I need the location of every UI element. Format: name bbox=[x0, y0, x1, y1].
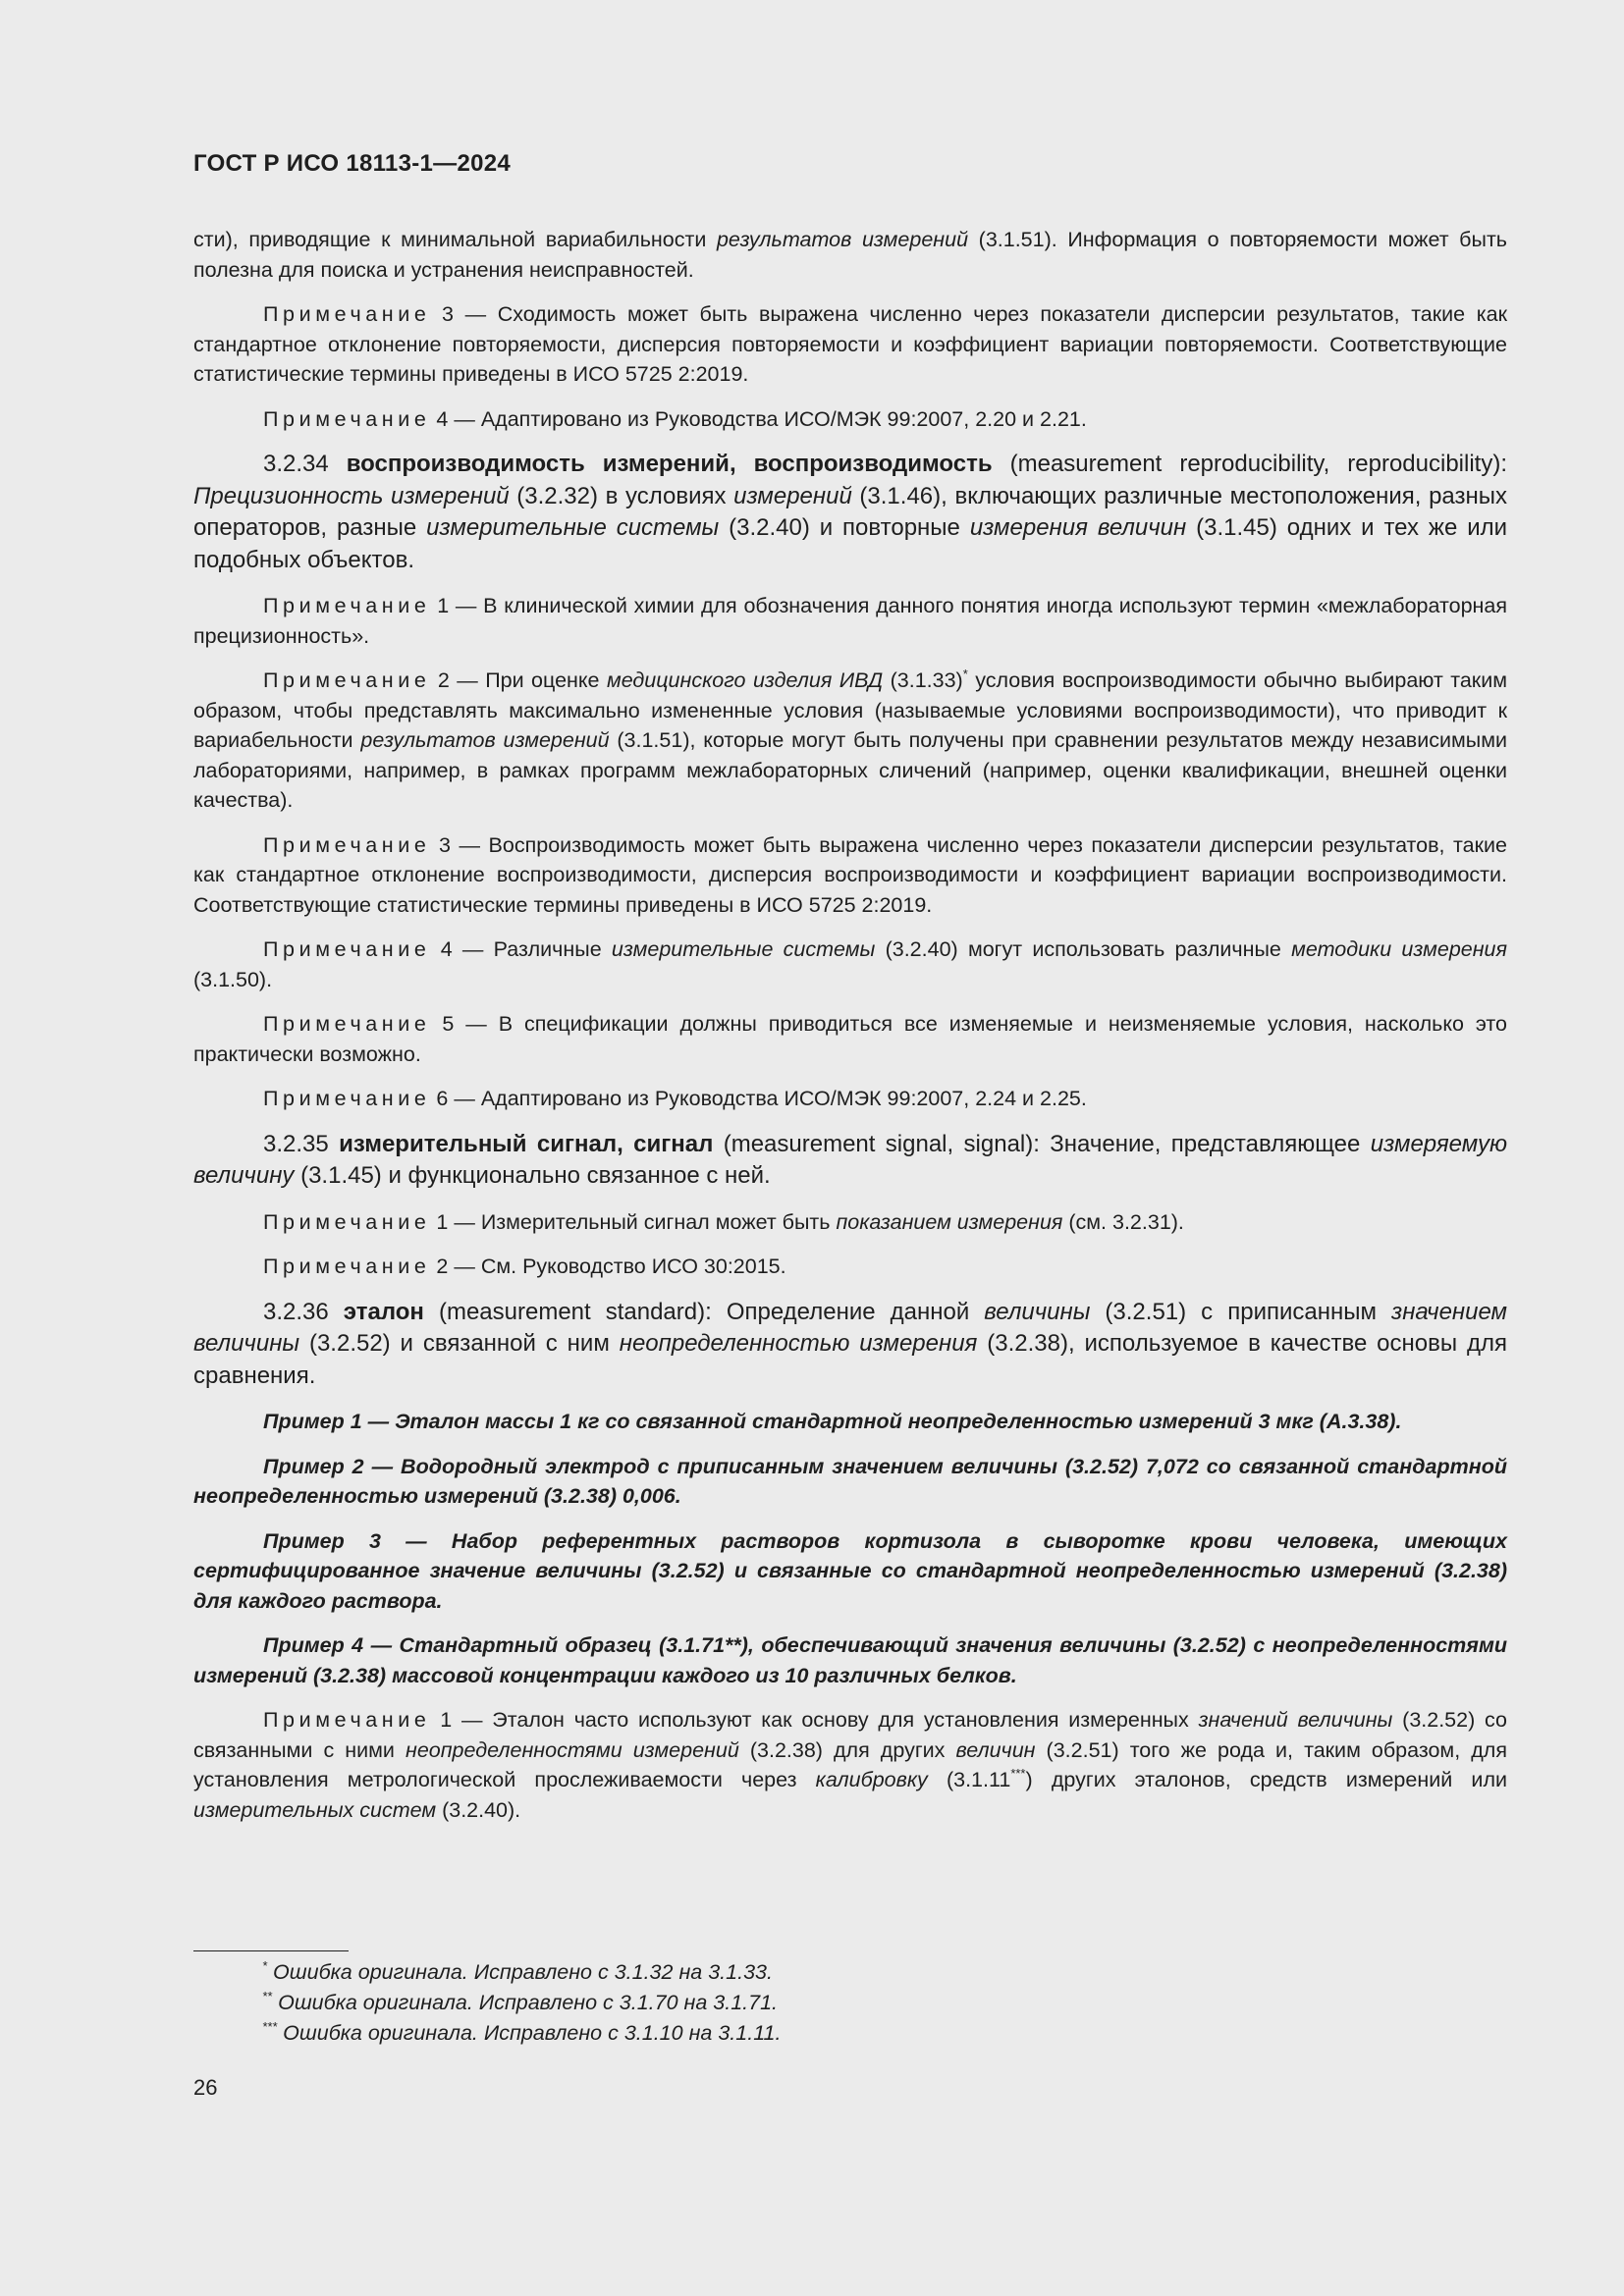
note-label: Примечание bbox=[263, 594, 431, 617]
note-label: Примечание bbox=[263, 832, 431, 857]
note-4-reproducibility: Примечание 4 — Различные измерительные системы (3.2.40) могут использовать различные методики измерения (3.1.50). bbox=[193, 937, 1508, 991]
note-1-standard: Примечание 1 — Эталон часто используют как основу для установления измеренных значений величины (3.2.52) со связанными с ними неопределенностями измерений (3.2.38) для других величин (3.2.51) того же рода и, таким образом, для установления метрологической прослеживаемости через калибровку (3.1.11***) других эталонов, средств измерений или измерительных систем (3.2.40). bbox=[193, 1708, 1507, 1822]
example-2: Пример 2 — Водородный электрод с приписанным значением величины (3.2.52) 7,072 со связанной стандартной неопределенностью измерений (3.2.38) 0,006. bbox=[193, 1454, 1507, 1508]
note-2-signal: Примечание 2 — См. Руководство ИСО 30:2015. bbox=[263, 1255, 786, 1278]
footnotes bbox=[262, 1957, 782, 2049]
footnote: *** Ошибка оригинала. Исправлено с 3.1.10 на 3.1.11. bbox=[262, 2019, 782, 2045]
note-2-reproducibility: Примечание 2 — При оценке медицинского изделия ИВД (3.1.33)* условия воспроизводимости обычно выбирают таким образом, чтобы представлять максимально измененные условия (называемые условиями воспроизводимости), что приводит к вариабельности результатов измерений (3.1.51), которые могут быть получены при сравнении результатов между независимыми лабораториями, например, в рамках программ межлабораторных сличений (например, оценки квалификации, внешней оценки качества). bbox=[193, 667, 1508, 812]
note-label: Примечание bbox=[263, 937, 431, 961]
page-number: 26 bbox=[193, 2075, 218, 2100]
document-header: ГОСТ Р ИСО 18113-1—2024 bbox=[193, 150, 512, 177]
term-3-2-35: 3.2.35 измерительный сигнал, сигнал (measurement signal, signal): Значение, представляющее измеряемую величину (3.1.45) и функционально связанное с ней. bbox=[193, 1130, 1507, 1189]
note-3-reproducibility: Примечание 3 — Воспроизводимость может быть выражена численно через показатели дисперсии результатов, такие как стандартное отклонение воспроизводимости, дисперсия воспроизводимости и коэффициент вариации воспроизводимости. Соответствующие статистические термины приведены в ИСО 5725 2:2019. bbox=[193, 832, 1507, 917]
note-1-signal: Примечание 1 — Измерительный сигнал может быть показанием измерения (см. 3.2.31). bbox=[263, 1209, 1184, 1234]
note-3-repeatability: Примечание 3 — Сходимость может быть выражена численно через показатели дисперсии результатов, такие как стандартное отклонение повторяемости, дисперсия повторяемости и коэффициент вариации повторяемости. Соответствующие статистические термины приведены в ИСО 5725 2:2019. bbox=[193, 302, 1507, 386]
paragraph-continuation: сти), приводящие к минимальной вариабильности результатов измерений (3.1.51). Информация о повторяемости может быть полезна для поиска и устранения неисправностей. bbox=[193, 228, 1507, 282]
example-3: Пример 3 — Набор референтных растворов кортизола в сыворотке крови человека, имеющих сертифицированное значение величины (3.2.52) и связанные со стандартной неопределенностью измерений (3.2.38) для каждого раствора. bbox=[193, 1528, 1507, 1613]
footnote-ref: *** bbox=[1010, 1766, 1026, 1781]
note-6-reproducibility: Примечание 6 — Адаптировано из Руководства ИСО/МЭК 99:2007, 2.24 и 2.25. bbox=[263, 1087, 1087, 1110]
note-4-repeatability: Примечание 4 — Адаптировано из Руководства ИСО/МЭК 99:2007, 2.20 и 2.21. bbox=[263, 406, 1087, 431]
document-body bbox=[193, 225, 1507, 1840]
note-label: Примечание bbox=[263, 668, 431, 692]
footnote: * Ошибка оригинала. Исправлено с 3.1.32 на 3.1.33. bbox=[262, 1958, 773, 1984]
note-label: Примечание bbox=[263, 406, 431, 431]
note-label: Примечание bbox=[263, 1209, 431, 1234]
term-3-2-34: 3.2.34 воспроизводимость измерений, воспроизводимость (measurement reproducibility, reproducibility): Прецизионность измерений (3.2.32) в условиях измерений (3.1.46), включающих различные местоположения, разных операторов, разные измерительные системы (3.2.40) и повторные измерения величин (3.1.45) одних и тех же или подобных объектов. bbox=[193, 451, 1508, 573]
note-label: Примечание bbox=[263, 1087, 431, 1110]
note-label: Примечание bbox=[263, 1012, 431, 1036]
note-label: Примечание bbox=[263, 1708, 431, 1732]
note-label: Примечание bbox=[263, 1255, 431, 1278]
example-4: Пример 4 — Стандартный образец (3.1.71**), обеспечивающий значения величины (3.2.52) с неопределенностями измерений (3.2.38) массовой концентрации каждого из 10 различных белков. bbox=[193, 1633, 1507, 1687]
note-label: Примечание bbox=[263, 302, 431, 326]
example-1: Пример 1 — Эталон массы 1 кг со связанной стандартной неопределенностью измерений 3 мкг (А.3.38). bbox=[263, 1410, 1402, 1433]
term-3-2-36: 3.2.36 эталон (measurement standard): Определение данной величины (3.2.51) с приписанным значением величины (3.2.52) и связанной с ним неопределенностью измерения (3.2.38), используемое в качестве основы для сравнения. bbox=[193, 1298, 1508, 1389]
footnote-ref: * bbox=[962, 667, 968, 681]
footnote-divider bbox=[193, 1950, 349, 1951]
note-5-reproducibility: Примечание 5 — В спецификации должны приводиться все изменяемые и неизменяемые условия, насколько это практически возможно. bbox=[193, 1012, 1507, 1066]
note-1-reproducibility: Примечание 1 — В клинической химии для обозначения данного понятия иногда используют термин «межлабораторная прецизионность». bbox=[193, 594, 1507, 648]
footnote: ** Ошибка оригинала. Исправлено с 3.1.70 на 3.1.71. bbox=[262, 1989, 779, 2014]
